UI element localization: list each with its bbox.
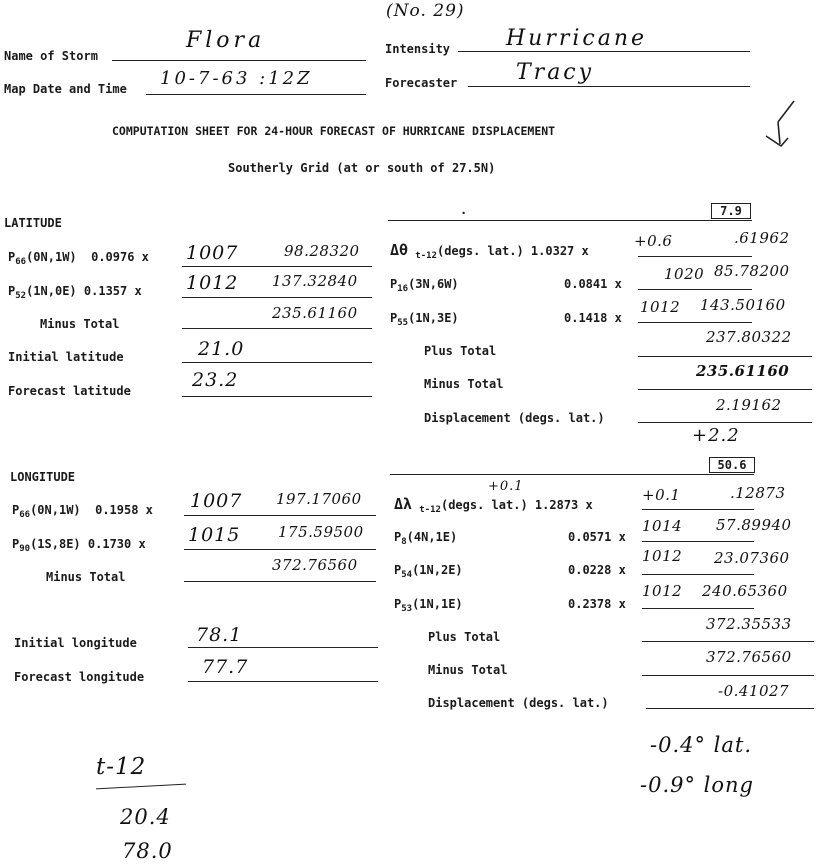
lat-minus-total2-label: Minus Total [424,377,504,391]
lon-displacement-label: Displacement (degs. lat.) [428,696,609,710]
lon-p8-result: 57.89940 [716,516,792,534]
forecast-latitude-label: Forecast latitude [8,384,131,398]
lat-p55-row: $P_{55}(1N,3E)$ [390,311,459,328]
lon-p53-result: 240.65360 [702,582,788,600]
lat-p52-line [182,297,372,298]
lon-dlambda-line [642,509,754,510]
forecaster-value: Tracy [516,60,595,85]
lon-p54-result: 23.07360 [714,549,790,567]
forecaster-line [468,86,750,87]
lon-p66-hand: 1007 [190,490,243,512]
lon-p90-line [184,549,376,550]
lat-p55-coef: 0.1418 x [564,311,622,325]
lon-p8-hand: 1014 [642,517,683,535]
note-t12-lon: 78.0 [122,839,173,863]
lat-p55-hand: 1012 [640,298,681,316]
lon-minus-total2-value: 372.76560 [706,648,792,666]
lat-p16-line [638,289,752,290]
lat-dtheta-result: .61962 [734,229,790,247]
lat-p55-result: 143.50160 [700,296,786,314]
lon-p90-hand: 1015 [188,524,241,546]
lon-top-line [390,474,754,475]
lat-dtheta-hand: +0.6 [634,232,673,250]
lon-minus-total-label: Minus Total [46,570,126,584]
storm-name-label: Name of Storm [4,49,98,63]
lat-p66-hand: 1007 [186,242,239,264]
lat-p52-result: 137.32840 [272,272,358,290]
initial-latitude-value: 21.0 [198,338,245,360]
forecaster-label: Forecaster [385,76,458,90]
lat-plus-total-value: 237.80322 [706,328,792,346]
lat-p16-coef: 0.0841 x [564,277,622,291]
lon-displacement-line [646,708,814,709]
forecast-latitude-line [182,396,372,397]
lat-plus-total-label: Plus Total [424,344,497,358]
forecast-longitude-value: 77.7 [202,656,249,678]
lat-dot: · [460,206,468,220]
lon-plus-total-value: 372.35533 [706,615,792,633]
longitude-heading: LONGITUDE [10,470,76,484]
lon-p53-line [642,608,754,609]
lon-displacement-value: -0.41027 [718,682,790,700]
lon-p53-hand: 1012 [642,582,683,600]
note-lon-displacement: -0.9° long [640,773,754,797]
lat-p66-result: 98.28320 [284,242,360,260]
lon-p90-row: $P_{90}(1S,8E)$ 0.1730 x [12,537,146,554]
map-date-line [146,94,366,95]
lon-dlambda-over: +0.1 [488,479,524,494]
lat-displacement-label: Displacement (degs. lat.) [424,411,605,425]
lon-p53-row: $P_{53}(1N,1E)$ [394,597,463,614]
lon-minus-total2-label: Minus Total [428,663,508,677]
lon-plus-total-label: Plus Total [428,630,501,644]
lat-p16-result: 85.78200 [714,262,790,280]
storm-name-value: Flora [186,28,266,53]
lon-p66-line [184,515,376,516]
lat-displacement-line [638,422,812,423]
lon-p66-result: 197.17060 [276,490,362,508]
lat-dtheta-line [638,256,752,257]
intensity-line [458,51,750,52]
storm-name-line [112,60,366,61]
initial-longitude-line [188,647,378,648]
lon-p54-line [642,574,754,575]
note-t12-underline [96,784,186,790]
forecast-latitude-value: 23.2 [192,369,239,391]
lon-plus-total-line [642,641,814,642]
map-date-value: 10-7-63 :12Z [160,68,313,89]
lon-p90-result: 175.59500 [278,523,364,541]
lon-p8-coef: 0.0571 x [568,530,626,544]
forecast-longitude-label: Forecast longitude [14,670,145,684]
form-number-note: (No. 29) [386,1,465,21]
map-date-label: Map Date and Time [4,82,127,96]
lat-p52-hand: 1012 [186,272,239,294]
lat-dtheta-row: Δθ $_{t-12}$(degs. lat.) 1.0327 x [390,241,589,261]
lat-p55-line [638,322,752,323]
lon-dlambda-row: Δλ $_{t-12}$(degs. lat.) 1.2873 x [394,495,593,515]
lat-box-value: 7.9 [711,203,751,219]
lon-box-value: 50.6 [709,457,755,473]
lon-dlambda-hand: +0.1 [642,486,681,504]
lon-minus-total-line [184,581,376,582]
lat-minus-total2-value: 235.61160 [696,362,790,380]
lat-minus-total-label: Minus Total [40,317,120,331]
initial-latitude-label: Initial latitude [8,350,124,364]
lon-p54-row: $P_{54}(1N,2E)$ [394,563,463,580]
lon-minus-total2-line [642,675,814,676]
forecast-longitude-line [188,681,378,682]
lat-displacement-value: 2.19162 [716,396,782,414]
initial-longitude-label: Initial longitude [14,636,137,650]
lat-p66-row: $P_{66}(0N,1W)$ 0.0976 x [8,250,149,267]
lat-p52-row: $P_{52}(1N,0E)$ 0.1357 x [8,284,142,301]
intensity-value: Hurricane [506,26,648,51]
sheet-subtitle: Southerly Grid (at or south of 27.5N) [228,161,496,175]
lat-minus-total-line [182,328,372,329]
lat-p16-row: $P_{16}(3N,6W)$ [390,277,459,294]
note-t12-label: t-12 [96,754,147,780]
lon-p53-coef: 0.2378 x [568,597,626,611]
lat-p66-line [182,266,372,267]
latitude-heading: LATITUDE [4,216,62,230]
lat-rounded-value: +2.2 [692,425,740,446]
note-lat-displacement: -0.4° lat. [650,733,753,757]
lon-minus-total-value: 372.76560 [272,556,358,574]
initial-longitude-value: 78.1 [196,624,243,646]
lon-p8-line [642,541,754,542]
intensity-label: Intensity [385,42,451,56]
lat-minus-total-value: 235.61160 [272,304,358,322]
lon-p8-row: $P_8(4N,1E)$ [394,530,458,547]
sheet-title: COMPUTATION SHEET FOR 24-HOUR FORECAST OF HURRICANE DISPLACEMENT [112,124,556,138]
lat-p16-hand: 1020 [664,265,705,283]
note-t12-lat: 20.4 [120,805,171,829]
lon-p54-coef: 0.0228 x [568,563,626,577]
lat-minus-total2-line [638,389,812,390]
lon-dlambda-result: .12873 [730,484,786,502]
check-mark-icon [758,98,802,154]
lat-top-line [388,220,752,221]
lon-p66-row: $P_{66}(0N,1W)$ 0.1958 x [12,503,153,520]
lon-p54-hand: 1012 [642,547,683,565]
lat-plus-total-line [638,356,812,357]
initial-latitude-line [182,362,372,363]
